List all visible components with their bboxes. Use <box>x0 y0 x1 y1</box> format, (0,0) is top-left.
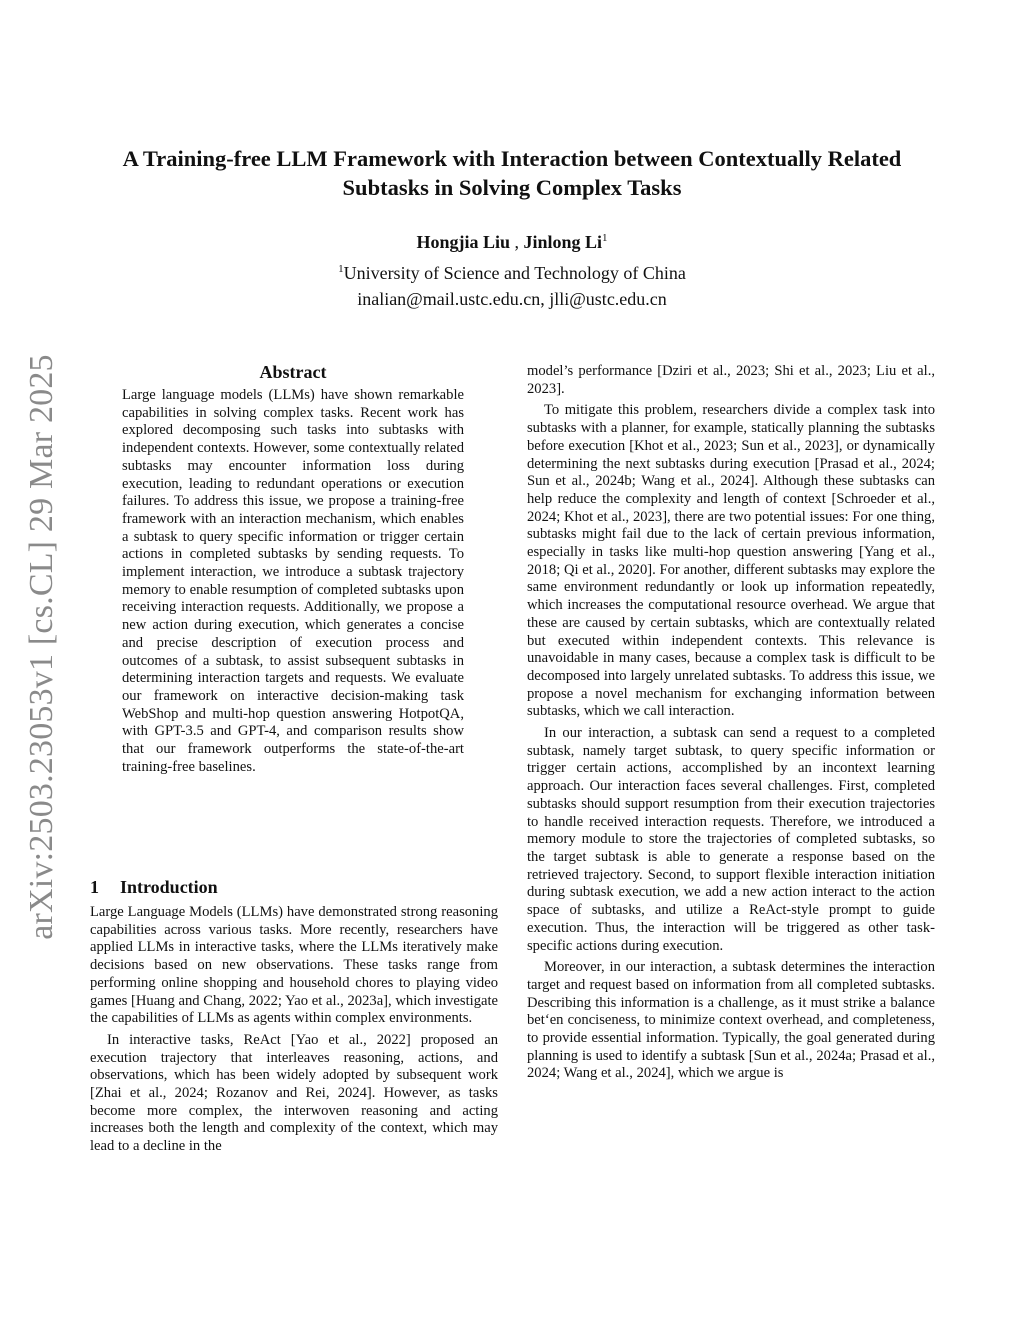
right-paragraph-2: To mitigate this problem, researchers divide a complex task into subtasks with a planner, for example, statically planning the subtasks before execution [Khot et al., 2023; Sun et al., 2023], or dynamically determining the next subtasks during execution [Prasad et al., 2024; Sun et al., 2024b; Wang et al., 2024]. Although these subtasks can help reduce the complexity and length of context [Schroeder et al., 2024; Khot et al., 2023], there are two potential issues: For one thing, subtasks might fail due to the lack of certain previous information, especially in tasks like multi-hop question answering [Yang et al., 2018; Qi et al., 2020]. For another, different subtasks may explore the same environment redundantly or look up information repeatedly, which increases the computational resource overhead. We argue that these are caused by certain subtasks, which are contextually related but executed within independent contexts. This relevance is unavoidable in many cases, because a complex task is difficult to be decomposed into largely unrelated subtasks. To address this issue, we propose a novel mechanism for exchanging information between subtasks, which we call interaction. <box>527 402 935 720</box>
intro-paragraph-1: Large Language Models (LLMs) have demonstrated strong reasoning capabilities across various tasks. More recently, researchers have applied LLMs in interactive tasks, where the LLMs iteratively make decisions based on new observations. These tasks range from performing online shopping and household chores to playing video games [Huang and Chang, 2022; Yao et al., 2023a], which investigate the capabilities of LLMs as agents within complex environments. <box>90 904 498 1027</box>
author-name: Hongjia Liu <box>416 232 510 252</box>
affiliation-block <box>60 260 964 312</box>
author-name: Jinlong Li <box>523 232 603 252</box>
right-paragraph-3: In our interaction, a subtask can send a request to a completed subtask, namely target subtask, to query specific information or trigger certain actions, accomplished by an incontext learning approach. Our interaction faces several challenges. First, completed subtasks should support resumption from their execution trajectories to handle received interaction requests. Therefore, we introduced a memory module to store the trajectories of completed subtasks, so the target subtask is able to generate a response based on the retrieved trajectory. Second, to support flexible interaction initiation during subtask execution, we add a new action interact to the action space of subtasks, and utilize a ReAct-style prompt to guide execution. Thus, the interaction will be triggered as other task-specific actions during execution. <box>527 725 935 954</box>
intro-paragraph-2: In interactive tasks, ReAct [Yao et al., 2022] proposed an execution trajectory that interleaves reasoning, actions, and observations, which has been widely adopted by subsequent work [Zhai et al., 2024; Rozanov and Rei, 2024]. However, as tasks become more complex, the interwoven reasoning and acting increases both the length and complexity of the context, which may lead to a decline in the <box>90 1031 498 1155</box>
right-column-body <box>527 363 935 1083</box>
right-paragraph-4: Moreover, in our interaction, a subtask determines the interaction target and request based on information from all completed subtasks. Describing this information is a challenge, as it must strike a balance bet‘en conciseness, to minimize context overhead, and completeness, to provide essential information. Typically, the goal generated during planning is used to identify a subtask [Sun et al., 2024a; Prasad et al., 2024; Wang et al., 2024], which we argue is <box>527 959 935 1082</box>
section-number: 1 <box>90 877 99 897</box>
author-separator: , <box>510 232 524 252</box>
title-line-1: A Training-free LLM Framework with Interaction between Contextually Related <box>122 146 902 171</box>
author-list <box>60 230 964 254</box>
author-emails: inalian@mail.ustc.edu.cn, jlli@ustc.edu.cn <box>357 289 667 309</box>
affiliation <box>60 260 964 286</box>
arxiv-identifier: arXiv:2503.23053v1 [cs.CL] 29 Mar 2025 <box>23 354 60 940</box>
author-affiliation-marker: 1 <box>602 232 608 244</box>
abstract-paragraph: Large language models (LLMs) have shown remarkable capabilities in solving complex tasks. Recent work has explored decomposing such tasks into subtasks with independent contexts. However, some contextually related subtasks may encounter information loss during execution, leading to redundant operations or execution failures. To address this issue, we propose a training-free framework with an interaction mechanism, which enables a subtask to query specific information or trigger certain actions in completed subtasks by sending requests. To implement interaction, we introduce a subtask trajectory memory to enable resumption of completed subtasks upon receiving interaction requests. Additionally, we propose a new action during execution, which generates a concise and precise description of execution process and outcomes of a subtask, to assist subsequent subtasks in determining interaction targets and requests. We evaluate our framework on interactive decision-making task WebShop and multi-hop question answering HotpotQA, with GPT-3.5 and GPT-4, and comparison results show that our framework outperforms the state-of-the-art training-free baselines. <box>122 387 464 775</box>
section-heading-introduction <box>90 875 500 899</box>
paper-title <box>60 144 964 202</box>
affiliation-name: University of Science and Technology of China <box>343 263 686 283</box>
right-paragraph-1: model’s performance [Dziri et al., 2023; Shi et al., 2023; Liu et al., 2023]. <box>527 363 935 397</box>
abstract-heading: Abstract <box>259 362 327 382</box>
section-title: Introduction <box>120 877 218 897</box>
abstract-body <box>122 387 464 776</box>
affiliation-marker: 1 <box>338 263 344 275</box>
introduction-body <box>90 904 498 1156</box>
title-line-2: Subtasks in Solving Complex Tasks <box>342 175 682 200</box>
